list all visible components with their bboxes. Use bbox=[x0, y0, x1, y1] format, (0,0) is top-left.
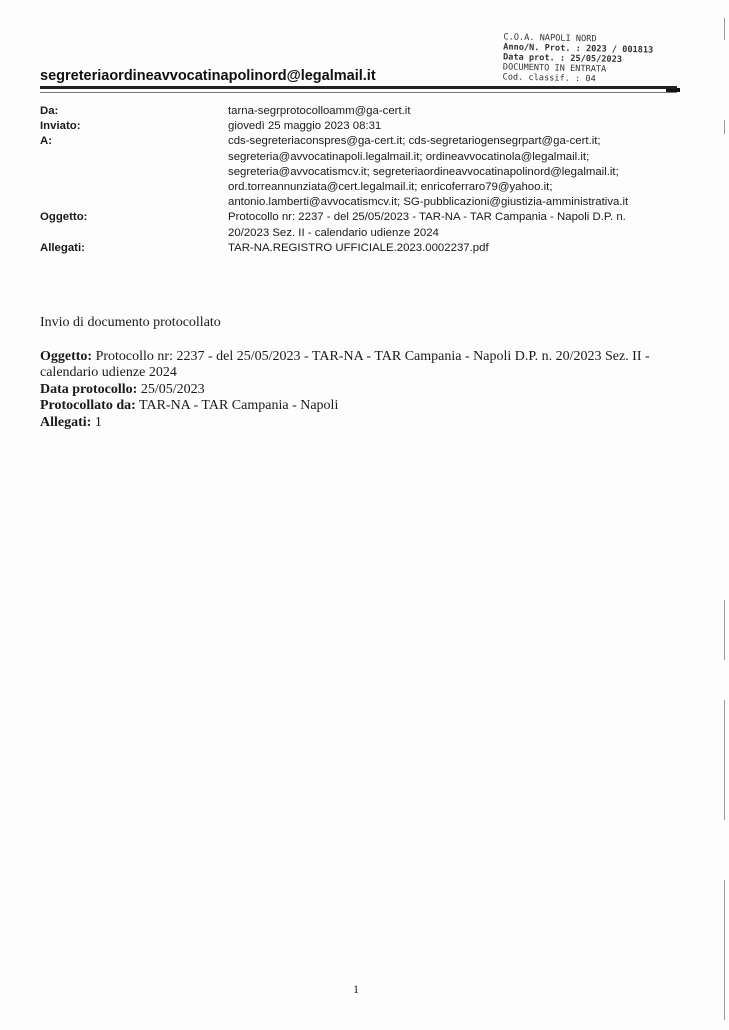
recipient-line: ord.torreannunziata@cert.legalmail.it; enricoferraro79@yahoo.it; bbox=[228, 181, 553, 194]
meta-label: A: bbox=[40, 135, 53, 148]
meta-row-allegati bbox=[40, 241, 680, 256]
body-label: Oggetto: bbox=[40, 348, 93, 364]
body-data-protocollo bbox=[40, 382, 700, 399]
meta-subject bbox=[228, 210, 680, 240]
body-value: Protocollo nr: 2237 - del 25/05/2023 - TAR-NA - TAR Campania - Napoli D.P. n. 20/2023 Sez. II - calendario udienze 2024 bbox=[40, 348, 650, 381]
body-oggetto bbox=[40, 349, 700, 382]
message-body bbox=[40, 315, 700, 432]
scan-artifact bbox=[724, 700, 725, 820]
body-value: 25/05/2023 bbox=[137, 381, 205, 397]
stamp-line: C.O.A. NAPOLI NORD bbox=[503, 32, 597, 45]
stamp-line: Cod. classif. : 04 bbox=[502, 72, 596, 85]
body-label: Protocollato da: bbox=[40, 398, 136, 414]
body-label: Data protocollo: bbox=[40, 381, 138, 397]
scan-artifact bbox=[724, 18, 725, 40]
recipient-line: segreteria@avvocatismcv.it; segreteriaordineavvocatinapolinord@legalmail.it; bbox=[228, 165, 619, 178]
meta-label: Oggetto: bbox=[40, 211, 88, 224]
intro-text: Invio di documento protocollato bbox=[40, 315, 221, 330]
header-rule-thin bbox=[40, 92, 677, 93]
stamp-line: Anno/N. Prot. : 2023 / 001813 bbox=[503, 42, 654, 56]
body-value: 1 bbox=[91, 414, 102, 430]
header-rule bbox=[40, 86, 677, 89]
meta-row-oggetto bbox=[40, 210, 680, 240]
scan-artifact bbox=[724, 120, 725, 134]
meta-value: giovedì 25 maggio 2023 08:31 bbox=[228, 120, 382, 133]
scan-artifact bbox=[724, 880, 725, 1020]
stamp-line: DOCUMENTO IN ENTRATA bbox=[502, 62, 607, 75]
recipient-line: segreteria@avvocatinapoli.legalmail.it; ordineavvocatinola@legalmail.it; bbox=[228, 150, 590, 163]
stamp-line: Data prot. : 25/05/2023 bbox=[502, 52, 623, 65]
meta-label: Allegati: bbox=[40, 241, 85, 254]
body-label: Allegati: bbox=[40, 414, 92, 430]
meta-label: Inviato: bbox=[40, 120, 81, 133]
recipient-line: antonio.lamberti@avvocatismcv.it; SG-pubblicazioni@giustizia-amministrativa.it bbox=[228, 196, 629, 209]
meta-value: tarna-segrprotocolloamm@ga-cert.it bbox=[228, 105, 411, 117]
scan-artifact bbox=[724, 600, 725, 660]
body-allegati bbox=[40, 415, 700, 432]
subject-line: 20/2023 Sez. II - calendario udienze 2024 bbox=[228, 226, 439, 239]
body-protocollato-da bbox=[40, 398, 700, 415]
meta-row-da bbox=[40, 104, 680, 119]
email-metadata bbox=[40, 104, 680, 256]
mailbox-address: segreteriaordineavvocatinapolinord@legalmail.it bbox=[40, 68, 376, 84]
meta-label: Da: bbox=[40, 105, 59, 117]
recipient-line: cds-segreteriaconspres@ga-cert.it; cds-segretariogensegrpart@ga-cert.it; bbox=[228, 135, 601, 148]
body-value: TAR-NA - TAR Campania - Napoli bbox=[135, 398, 339, 414]
attachment-name: TAR-NA.REGISTRO UFFICIALE.2023.0002237.pdf bbox=[228, 241, 489, 254]
meta-row-inviato bbox=[40, 119, 680, 134]
page-number: 1 bbox=[353, 982, 359, 996]
meta-recipients bbox=[228, 134, 680, 210]
protocol-stamp bbox=[502, 32, 653, 85]
meta-row-a bbox=[40, 134, 680, 210]
subject-line: Protocollo nr: 2237 - del 25/05/2023 - TAR-NA - TAR Campania - Napoli D.P. n. bbox=[228, 211, 626, 224]
